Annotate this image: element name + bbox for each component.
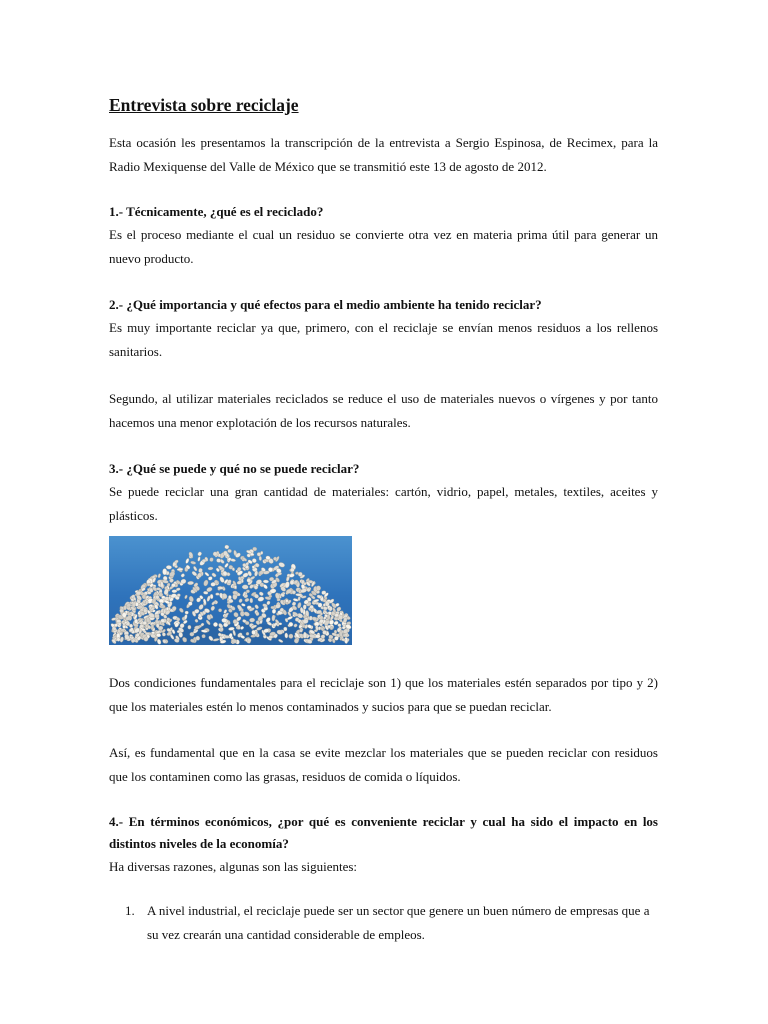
answer-4: Ha diversas razones, algunas son las siguientes: [109,859,358,874]
list-item-text: A nivel industrial, el reciclaje puede ser un sector que genere un buen número de empresas que a su vez crearán una cantidad considerable de empleos. [147,903,650,942]
question-1: 1.- Técnicamente, ¿qué es el reciclado? [109,204,324,219]
pellet [221,618,227,623]
pellet [166,565,172,569]
pellet [286,576,290,581]
pellet [210,594,213,599]
pellet [185,558,190,564]
pellet [160,581,163,587]
pellet [278,562,285,568]
pellet [197,551,202,556]
pellet [323,599,327,603]
pellet [283,627,287,631]
pellet [334,630,337,634]
reasons-list [109,899,658,947]
question-2: 2.- ¿Qué importancia y qué efectos para el medio ambiente ha tenido reciclar? [109,297,542,312]
pellet [321,591,326,595]
pellet [243,611,250,617]
pellet [249,618,255,623]
pellet [203,579,209,586]
pellet [178,607,184,613]
list-item [109,899,658,947]
pellet [138,605,143,609]
pellet [303,605,306,610]
pellet [232,567,235,571]
pellet [216,558,221,563]
pellet [228,595,231,599]
pellet [246,590,250,593]
answer-3-paragraph-3: Así, es fundamental que en la casa se evite mezclar los materiales que se pueden reciclar con residuos que los contaminen como las grasas, residuos de comida o líquidos. [109,745,658,784]
pellet [210,605,215,611]
pellet [247,638,251,642]
pellet [190,632,195,636]
pellet [218,609,222,613]
pellet [156,623,159,628]
pellet [312,617,317,621]
answer-3: Se puede reciclar una gran cantidad de materiales: cartón, vidrio, papel, metales, textiles, aceites y plásticos. [109,484,658,523]
pellet [224,635,229,638]
pellet [224,563,229,569]
intro-paragraph: Esta ocasión les presentamos la transcripción de la entrevista a Sergio Espinosa, de Recimex, para la Radio Mexiquense del Valle de México que se transmitió este 13 de agosto de 2012. [109,135,658,174]
pellet [300,588,307,593]
pellet [255,612,259,616]
pellet [260,551,263,555]
pellet [265,617,271,623]
pellet [290,580,295,585]
pellet [254,604,259,609]
pellet [190,561,196,565]
pellet [270,588,277,593]
pellet [202,559,206,562]
pellet [177,593,181,597]
pellet [297,596,300,601]
answer-2-paragraph-2: Segundo, al utilizar materiales reciclados se reduce el uso de materiales nuevos o vírgenes y por tanto hacemos una menor explotación de los recursos naturales. [109,391,658,430]
pellet [242,585,248,590]
pellet [250,598,253,603]
pellet [156,588,160,591]
plastic-pellets-image [109,536,352,645]
pellet [285,633,289,638]
pellet [245,621,249,625]
pellet [193,566,198,572]
pellet [215,593,219,596]
pellet [123,605,126,610]
pellet [208,576,213,581]
pellet [224,545,229,550]
question-3: 3.- ¿Qué se puede y qué no se puede reciclar? [109,461,360,476]
list-item-number: 1. [125,903,135,918]
pellet [241,603,246,607]
pellet [158,573,162,578]
pellet [259,556,262,561]
pellet [156,633,161,637]
pellet [244,598,249,603]
pellet [315,635,320,639]
pellet [204,572,209,577]
pellet [188,596,194,603]
pellet [187,581,193,585]
question-4: 4.- En términos económicos, ¿por qué es conveniente reciclar y cual ha sido el impacto en los distintos niveles de la economía? [109,814,658,851]
pellet [247,579,251,583]
pellet [227,549,232,553]
pellet [303,619,309,624]
pellet [172,590,177,593]
pellet [272,615,276,621]
pellet [263,580,269,584]
pellet [208,567,213,571]
pellet [180,573,185,578]
pellet [283,600,286,604]
pellet [171,583,175,587]
answer-2: Es muy importante reciclar ya que, primero, con el reciclaje se envían menos residuos a los rellenos sanitarios. [109,320,658,359]
pellet [238,598,243,603]
pellet [303,632,306,638]
pellets-illustration [109,536,352,645]
pellet [116,619,121,623]
answer-1: Es el proceso mediante el cual un residuo se convierte otra vez en materia prima útil para generar un nuevo producto. [109,227,658,266]
pellet [272,609,276,614]
pellet [259,591,265,596]
answer-3-paragraph-2: Dos condiciones fundamentales para el reciclaje son 1) que los materiales estén separados por tipo y 2) que los materiales estén lo menos contaminados y sucios para que se puedan reciclar. [109,675,658,714]
pellet [184,614,188,620]
pellet [194,619,198,623]
pellet [209,557,213,562]
pellet [122,622,125,626]
pellet [163,569,167,575]
pellet [251,630,255,635]
pellet [134,619,138,624]
pellet [184,595,188,600]
pellet [185,611,189,615]
pellet [252,547,257,551]
pellet [223,551,228,556]
pellet [188,625,192,629]
pellet [197,556,201,561]
document-title: Entrevista sobre reciclaje [109,95,299,115]
